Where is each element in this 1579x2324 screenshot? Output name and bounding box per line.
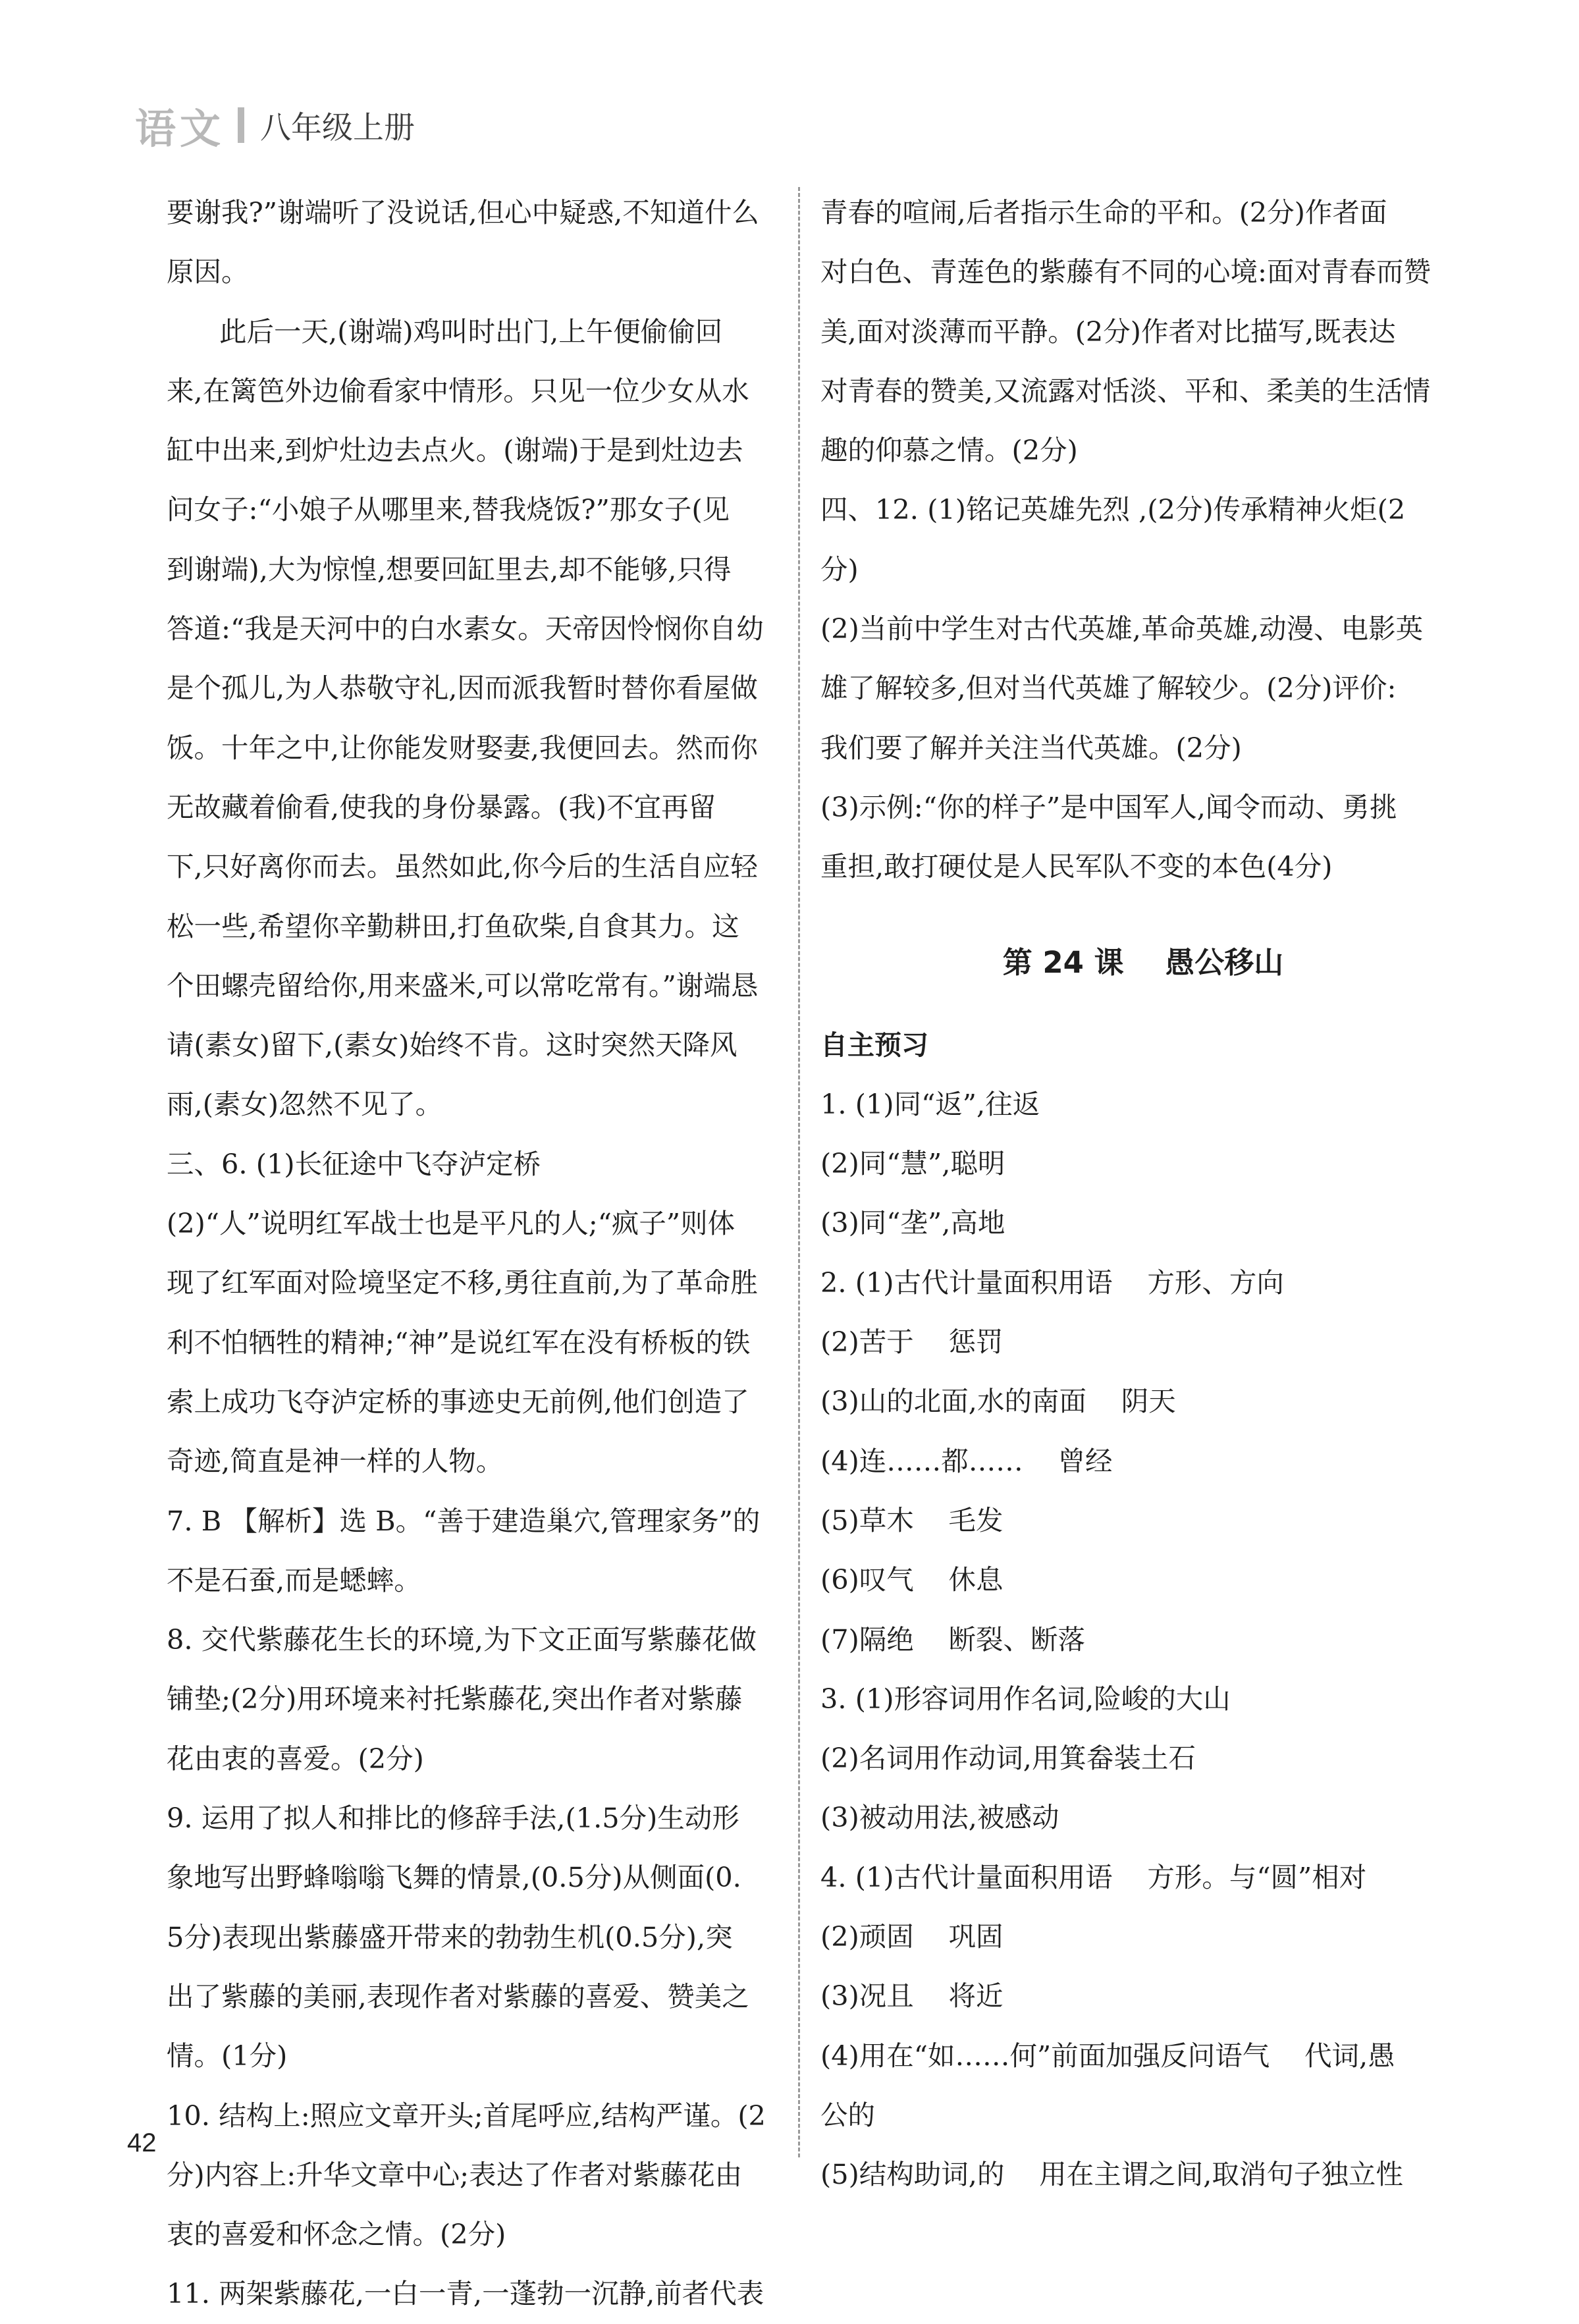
text-line: 现了红军面对险境坚定不移,勇往直前,为了革命胜 bbox=[167, 1266, 758, 1299]
column-divider bbox=[798, 187, 800, 2157]
text-line: 要谢我?”谢端听了没说话,但心中疑惑,不知道什么 bbox=[167, 196, 759, 229]
text-line: 对青春的赞美,又流露对恬淡、平和、柔美的生活情 bbox=[820, 374, 1431, 407]
text-line: 公的 bbox=[820, 2098, 876, 2131]
text-line: 9. 运用了拟人和排比的修辞手法,(1.5分)生动形 bbox=[167, 1802, 739, 1835]
text-line: (2)顽固 巩固 bbox=[820, 1920, 1004, 1953]
text-line: (3)况且 将近 bbox=[820, 1980, 1004, 2013]
text-line: 花由衷的喜爱。(2分) bbox=[167, 1742, 424, 1775]
text-line: 衷的喜爱和怀念之情。(2分) bbox=[167, 2218, 506, 2251]
text-line: 重担,敢打硬仗是人民军队不变的本色(4分) bbox=[820, 850, 1333, 883]
text-line: 下,只好离你而去。虽然如此,你今后的生活自应轻 bbox=[167, 850, 758, 883]
subject-label: 语文 bbox=[135, 104, 225, 153]
text-line: 铺垫;(2分)用环境来衬托紫藤花,突出作者对紫藤 bbox=[167, 1683, 743, 1716]
header-divider-bar bbox=[238, 107, 244, 143]
text-line: 2. (1)古代计量面积用语 方形、方向 bbox=[820, 1266, 1284, 1299]
text-line: (2)苦于 惩罚 bbox=[820, 1326, 1004, 1359]
text-line: 11. 两架紫藤花,一白一青,一蓬勃一沉静,前者代表 bbox=[167, 2277, 764, 2310]
text-line: (2)“人”说明红军战士也是平凡的人;“疯子”则体 bbox=[167, 1207, 736, 1240]
text-line: (4)连……都…… 曾经 bbox=[820, 1444, 1113, 1477]
text-line: 情。(1分) bbox=[167, 2040, 288, 2072]
text-line: 个田螺壳留给你,用来盛米,可以常吃常有。”谢端恳 bbox=[167, 969, 759, 1002]
text-line: 10. 结构上:照应文章开头;首尾呼应,结构严谨。(2 bbox=[167, 2099, 766, 2132]
text-line: 4. (1)古代计量面积用语 方形。与“圆”相对 bbox=[820, 1860, 1367, 1893]
text-line: (2)当前中学生对古代英雄,革命英雄,动漫、电影英 bbox=[820, 612, 1424, 645]
text-line: 对白色、青莲色的紫藤有不同的心境:面对青春而赞 bbox=[820, 256, 1431, 288]
text-line: 3. (1)形容词用作名词,险峻的大山 bbox=[820, 1682, 1231, 1715]
text-line: 四、12. (1)铭记英雄先烈 ,(2分)传承精神火炬(2 bbox=[820, 493, 1406, 526]
text-line: 分) bbox=[820, 553, 859, 585]
text-line: (3)同“垄”,高地 bbox=[820, 1206, 1005, 1239]
text-line: 问女子:“小娘子从哪里来,替我烧饭?”那女子(见 bbox=[167, 493, 730, 526]
text-line: 无故藏着偷看,使我的身份暴露。(我)不宜再留 bbox=[167, 790, 716, 823]
text-line: 到谢端),大为惊惶,想要回缸里去,却不能够,只得 bbox=[167, 553, 732, 585]
text-line: 请(素女)留下,(素女)始终不肯。这时突然天降风 bbox=[167, 1029, 737, 1062]
lesson-title: 第 24 课 愚公移山 bbox=[1002, 944, 1284, 980]
text-line: (2)同“慧”,聪明 bbox=[820, 1147, 1005, 1180]
text-line: 雨,(素女)忽然不见了。 bbox=[167, 1088, 443, 1121]
text-line: 利不怕牺牲的精神;“神”是说红军在没有桥板的铁 bbox=[167, 1326, 751, 1359]
text-line: 此后一天,(谢端)鸡叫时出门,上午便偷偷回 bbox=[219, 315, 723, 348]
text-line: (5)草木 毛发 bbox=[820, 1503, 1004, 1536]
text-line: 分)内容上:升华文章中心;表达了作者对紫藤花由 bbox=[167, 2158, 743, 2191]
text-line: 美,面对淡薄而平静。(2分)作者对比描写,既表达 bbox=[820, 315, 1396, 348]
text-line: (5)结构助词,的 用在主谓之间,取消句子独立性 bbox=[820, 2158, 1403, 2191]
text-line: 雄了解较多,但对当代英雄了解较少。(2分)评价: bbox=[820, 672, 1397, 705]
text-line: 5分)表现出紫藤盛开带来的勃勃生机(0.5分),突 bbox=[167, 1920, 733, 1953]
text-line: 饭。十年之中,让你能发财娶妻,我便回去。然而你 bbox=[167, 731, 758, 764]
text-line: 来,在篱笆外边偷看家中情形。只见一位少女从水 bbox=[167, 374, 749, 407]
left-column bbox=[167, 183, 775, 2324]
text-line: 我们要了解并关注当代英雄。(2分) bbox=[820, 731, 1242, 764]
page-header bbox=[135, 99, 415, 151]
page-number: 42 bbox=[127, 2128, 157, 2157]
text-line: 缸中出来,到炉灶边去点火。(谢端)于是到灶边去 bbox=[167, 434, 743, 467]
text-line: 三、6. (1)长征途中飞夺泸定桥 bbox=[167, 1147, 541, 1180]
text-line: 7. B 【解析】选 B。“善于建造巢穴,管理家务”的 bbox=[167, 1504, 761, 1537]
text-line: (3)示例:“你的样子”是中国军人,闻令而动、勇挑 bbox=[820, 790, 1397, 823]
text-line: 不是石蚕,而是蟋蟀。 bbox=[167, 1563, 421, 1596]
text-line: 松一些,希望你辛勤耕田,打鱼砍柴,自食其力。这 bbox=[167, 909, 739, 942]
text-line: (4)用在“如……何”前面加强反问语气 代词,愚 bbox=[820, 2039, 1395, 2072]
text-line: 出了紫藤的美丽,表现作者对紫藤的喜爱、赞美之 bbox=[167, 1980, 749, 2013]
text-line: (3)山的北面,水的南面 阴天 bbox=[820, 1385, 1176, 1418]
text-line: (2)名词用作动词,用箕畚装土石 bbox=[820, 1742, 1196, 1775]
text-line: (6)叹气 休息 bbox=[820, 1563, 1004, 1596]
text-line: 1. (1)同“返”,往返 bbox=[820, 1087, 1040, 1120]
text-line: 趣的仰慕之情。(2分) bbox=[820, 434, 1078, 467]
text-line: (7)隔绝 断裂、断落 bbox=[820, 1623, 1086, 1656]
grade-label: 八年级上册 bbox=[260, 109, 415, 146]
text-line: 8. 交代紫藤花生长的环境,为下文正面写紫藤花做 bbox=[167, 1623, 757, 1656]
text-line: 是个孤儿,为人恭敬守礼,因而派我暂时替你看屋做 bbox=[167, 672, 758, 705]
text-line: 象地写出野蜂嗡嗡飞舞的情景,(0.5分)从侧面(0. bbox=[167, 1861, 741, 1894]
right-column bbox=[820, 183, 1466, 2205]
text-line: (3)被动用法,被感动 bbox=[820, 1801, 1059, 1834]
section-title: 自主预习 bbox=[820, 1029, 928, 1061]
text-line: 索上成功飞夺泸定桥的事迹史无前例,他们创造了 bbox=[167, 1385, 749, 1418]
text-line: 答道:“我是天河中的白水素女。天帝因怜悯你自幼 bbox=[167, 612, 764, 645]
text-line: 原因。 bbox=[167, 256, 249, 288]
text-line: 青春的喧闹,后者指示生命的平和。(2分)作者面 bbox=[820, 196, 1387, 229]
text-line: 奇迹,简直是神一样的人物。 bbox=[167, 1445, 504, 1478]
